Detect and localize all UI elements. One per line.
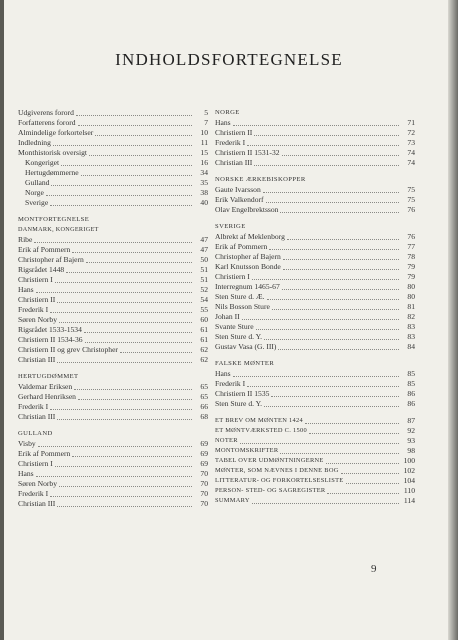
dot-leader [86, 262, 192, 263]
toc-entry [215, 426, 415, 436]
toc-entry-page: 76 [407, 232, 415, 241]
toc-entry-page: 16 [200, 158, 208, 167]
toc-entry-label: Norge [25, 188, 44, 197]
toc-entry [18, 335, 208, 345]
toc-entry-label: Sten Sture d. Æ. [215, 292, 265, 301]
toc-entry-label: Gustav Vasa (G. III) [215, 342, 277, 351]
toc-entry [18, 285, 208, 295]
toc-entry-label: Sten Sture d. Y. [215, 399, 263, 408]
dot-leader [341, 473, 399, 474]
toc-entry-page: 85 [407, 379, 415, 388]
toc-entry-page: 82 [407, 312, 415, 321]
toc-entry-page: 104 [403, 476, 415, 485]
toc-entry [18, 118, 208, 128]
dot-leader [309, 433, 399, 434]
dot-leader [72, 456, 192, 457]
toc-entry-page: 70 [200, 479, 208, 488]
toc-entry [215, 342, 415, 352]
toc-entry-label: Christiern II 1531-32 [215, 148, 280, 157]
toc-entry-label: Christian III [215, 158, 253, 167]
dot-leader [271, 396, 399, 397]
toc-entry [215, 282, 415, 292]
toc-entry-label: Forfatterens forord [18, 118, 76, 127]
dot-leader [57, 419, 192, 420]
toc-entry-page: 7 [204, 118, 208, 127]
dot-leader [252, 503, 399, 504]
toc-entry-label: Hans [18, 469, 34, 478]
toc-entry [18, 295, 208, 305]
toc-entry-label: Erik af Pommern [215, 242, 268, 251]
page-number: 9 [371, 563, 377, 575]
dot-leader [269, 249, 399, 250]
page-title: INDHOLDSFORTEGNELSE [115, 50, 343, 69]
toc-entry [18, 305, 208, 315]
dot-leader [272, 309, 399, 310]
toc-entry-label: Olav Engelbrektsson [215, 205, 279, 214]
dot-leader [61, 165, 192, 166]
toc-entry-page: 79 [407, 262, 415, 271]
toc-entry-page: 83 [407, 332, 415, 341]
toc-entry [18, 255, 208, 265]
toc-entry-page: 85 [407, 369, 415, 378]
toc-entry [215, 185, 415, 195]
toc-entry-label: Indledning [18, 138, 51, 147]
toc-entry-label: TABEL OVER UDMØNTNINGERNE [215, 457, 324, 464]
toc-entry-page: 68 [200, 412, 208, 421]
toc-entry [215, 436, 415, 446]
toc-entry [215, 399, 415, 409]
front-matter-list [18, 108, 208, 208]
toc-entry-label: ET BREV OM MØNTEN 1424 [215, 417, 304, 424]
toc-entry [215, 322, 415, 332]
toc-entry-page: 83 [407, 322, 415, 331]
toc-entry-label: Erik af Pommern [18, 245, 71, 254]
dot-leader [305, 423, 399, 424]
toc-entry-page: 75 [407, 185, 415, 194]
toc-entry [215, 195, 415, 205]
dot-leader [252, 279, 399, 280]
toc-entry [18, 168, 208, 178]
toc-entry [18, 148, 208, 158]
toc-entry [18, 382, 208, 392]
toc-entry-page: 47 [200, 235, 208, 244]
toc-entry-page: 80 [407, 282, 415, 291]
dot-leader [53, 145, 192, 146]
toc-entry-label: Christian III [18, 499, 56, 508]
toc-entry-page: 74 [407, 158, 415, 167]
toc-entry-label: Hans [215, 369, 231, 378]
toc-entry-page: 87 [407, 416, 415, 425]
dot-leader [264, 339, 399, 340]
toc-entry-label: LITTERATUR- OG FORKORTELSESLISTE [215, 477, 344, 484]
toc-entry-label: Nils Bosson Sture [215, 302, 270, 311]
toc-entry [18, 108, 208, 118]
toc-entry-page: 52 [200, 285, 208, 294]
toc-entry-page: 86 [407, 389, 415, 398]
toc-entry-page: 10 [200, 128, 208, 137]
toc-entry-page: 62 [200, 355, 208, 364]
toc-entry [215, 312, 415, 322]
toc-entry [215, 416, 415, 426]
toc-entry [215, 369, 415, 379]
dot-leader [89, 155, 192, 156]
toc-entry-page: 66 [200, 402, 208, 411]
toc-entry-page: 75 [407, 195, 415, 204]
toc-entry [215, 292, 415, 302]
dot-leader [280, 453, 399, 454]
toc-entry-page: 40 [200, 198, 208, 207]
dot-leader [59, 486, 192, 487]
page-edge-right [448, 0, 458, 640]
dot-leader [85, 342, 192, 343]
dot-leader [38, 446, 192, 447]
toc-entry-page: 34 [200, 168, 208, 177]
toc-entry-page: 65 [200, 392, 208, 401]
dot-leader [57, 362, 192, 363]
toc-entry-label: Christiern I [18, 459, 53, 468]
dot-leader [346, 483, 399, 484]
toc-entry-page: 78 [407, 252, 415, 261]
toc-entry [18, 355, 208, 365]
toc-entry-label: ET MØNTVÆRKSTED C. 1500 [215, 427, 307, 434]
toc-entry [215, 302, 415, 312]
dot-leader [283, 269, 399, 270]
toc-entry-label: Frederik I [18, 402, 49, 411]
toc-entry [18, 412, 208, 422]
dot-leader [57, 506, 192, 507]
toc-entry-page: 80 [407, 292, 415, 301]
toc-entry-label: Albrekt af Meklenborg [215, 232, 285, 241]
toc-entry [18, 439, 208, 449]
toc-entry-label: Hans [215, 118, 231, 127]
toc-entry-label: Christopher af Bajern [215, 252, 281, 261]
toc-entry [215, 242, 415, 252]
toc-entry-label: Christiern I [18, 275, 53, 284]
toc-entry-label: Christopher af Bajern [18, 255, 84, 264]
dot-leader [50, 496, 192, 497]
toc-group-sverige [215, 222, 415, 352]
section-heading-montfortegnelse: MONTFORTEGNELSE [18, 216, 90, 223]
toc-entry [18, 469, 208, 479]
dot-leader [283, 259, 399, 260]
toc-entry-label: MØNTER, SOM NÆVNES I DENNE BOG [215, 467, 339, 474]
toc-entry-page: 72 [407, 128, 415, 137]
toc-entry-label: Christian III [18, 355, 56, 364]
toc-left-column [18, 108, 208, 516]
toc-entry [215, 456, 415, 466]
dot-leader [282, 289, 399, 290]
toc-entry-page: 110 [403, 486, 415, 495]
toc-right-column [215, 108, 415, 513]
toc-entry-page: 77 [407, 242, 415, 251]
toc-entry-label: Christiern II 1535 [215, 389, 270, 398]
toc-entry [18, 325, 208, 335]
dot-leader [72, 252, 192, 253]
toc-entry [215, 496, 415, 506]
toc-entry-page: 98 [407, 446, 415, 455]
toc-entry-page: 62 [200, 345, 208, 354]
toc-entry-page: 102 [403, 466, 415, 475]
toc-entry-page: 50 [200, 255, 208, 264]
toc-entry-label: Hans [18, 285, 34, 294]
toc-entry-label: Hertugdømmerne [25, 168, 79, 177]
dot-leader [326, 463, 399, 464]
dot-leader [242, 319, 399, 320]
toc-entry-page: 15 [200, 148, 208, 157]
toc-entry-label: Frederik I [18, 305, 49, 314]
toc-group-hertugdommet [18, 372, 208, 422]
dot-leader [256, 329, 399, 330]
toc-entry [18, 315, 208, 325]
toc-entry [215, 476, 415, 486]
toc-entry-page: 93 [407, 436, 415, 445]
dot-leader [266, 202, 399, 203]
toc-entry [18, 275, 208, 285]
dot-leader [50, 205, 192, 206]
toc-entry-page: 84 [407, 342, 415, 351]
dot-leader [278, 349, 399, 350]
toc-group-falske-monter [215, 359, 415, 409]
dot-leader [50, 312, 192, 313]
dot-leader [57, 302, 192, 303]
toc-entry [215, 389, 415, 399]
dot-leader [240, 443, 399, 444]
toc-entry [18, 265, 208, 275]
toc-entry-page: 70 [200, 469, 208, 478]
toc-entry-page: 11 [200, 138, 208, 147]
toc-entry-page: 60 [200, 315, 208, 324]
toc-entry [215, 205, 415, 215]
dot-leader [34, 242, 192, 243]
page-edge-left [0, 0, 4, 640]
dot-leader [36, 292, 192, 293]
dot-leader [233, 376, 399, 377]
toc-group-heading: DANMARK, KONGERIGET [18, 226, 99, 233]
toc-entry [18, 138, 208, 148]
toc-entry-label: Gerhard Henriksen [18, 392, 76, 401]
dot-leader [55, 282, 192, 283]
toc-entry-page: 114 [403, 496, 415, 505]
toc-entry-label: Christiern II 1534-36 [18, 335, 83, 344]
toc-entry-label: Gulland [25, 178, 50, 187]
toc-group-heading: FALSKE MØNTER [215, 360, 275, 367]
toc-entry-label: Visby [18, 439, 36, 448]
toc-entry-label: Sverige [25, 198, 49, 207]
toc-group-aerkebiskopper [215, 175, 415, 215]
toc-entry [18, 245, 208, 255]
toc-group-danmark [18, 225, 208, 365]
toc-entry-page: 47 [200, 245, 208, 254]
back-matter-list [215, 416, 415, 506]
toc-entry [215, 148, 415, 158]
toc-entry-label: PERSON- STED- OG SAGREGISTER [215, 487, 326, 494]
dot-leader [280, 212, 399, 213]
dot-leader [247, 145, 399, 146]
toc-entry [215, 252, 415, 262]
toc-entry-label: Rigsrådet 1448 [18, 265, 65, 274]
dot-leader [247, 386, 399, 387]
toc-entry-page: 61 [200, 335, 208, 344]
toc-entry [215, 332, 415, 342]
toc-entry-page: 79 [407, 272, 415, 281]
toc-entry-label: Interregnum 1465-67 [215, 282, 280, 291]
toc-entry-page: 70 [200, 489, 208, 498]
toc-entry-page: 5 [204, 108, 208, 117]
toc-entry [215, 158, 415, 168]
toc-entry [215, 272, 415, 282]
toc-entry [18, 158, 208, 168]
toc-entry-page: 35 [200, 178, 208, 187]
toc-entry-label: Rigsrådet 1533-1534 [18, 325, 82, 334]
toc-entry-label: Gaute Ivarsson [215, 185, 261, 194]
toc-entry-page: 73 [407, 138, 415, 147]
toc-entry-label: Valdemar Eriksen [18, 382, 73, 391]
toc-entry-label: Christiern II og grev Christopher [18, 345, 118, 354]
toc-entry [18, 235, 208, 245]
toc-entry [215, 379, 415, 389]
toc-entry-label: Monthistorisk oversigt [18, 148, 87, 157]
dot-leader [95, 135, 192, 136]
toc-entry [215, 138, 415, 148]
toc-entry-page: 69 [200, 439, 208, 448]
toc-entry-label: Frederik I [18, 489, 49, 498]
toc-group-gulland [18, 429, 208, 509]
dot-leader [76, 115, 192, 116]
toc-group-norge [215, 108, 415, 168]
toc-entry [18, 459, 208, 469]
dot-leader [51, 185, 192, 186]
dot-leader [46, 195, 192, 196]
toc-entry-label: Frederik I [215, 138, 246, 147]
toc-entry [18, 499, 208, 509]
toc-entry-label: Kongeriget [25, 158, 60, 167]
toc-entry-label: Almindelige forkortelser [18, 128, 94, 137]
toc-entry-page: 81 [407, 302, 415, 311]
toc-group-heading: HERTUGDØMMET [18, 373, 79, 380]
toc-entry-page: 61 [200, 325, 208, 334]
toc-entry-page: 54 [200, 295, 208, 304]
dot-leader [78, 125, 192, 126]
toc-entry [18, 479, 208, 489]
toc-entry [215, 466, 415, 476]
toc-entry-page: 70 [200, 499, 208, 508]
toc-entry [215, 118, 415, 128]
dot-leader [254, 135, 399, 136]
dot-leader [282, 155, 399, 156]
toc-entry-page: 38 [200, 188, 208, 197]
dot-leader [81, 175, 192, 176]
toc-entry-label: Søren Norby [18, 479, 58, 488]
dot-leader [267, 299, 399, 300]
toc-group-heading: NORSKE ÆRKEBISKOPPER [215, 176, 306, 183]
toc-entry-label: Svante Sture [215, 322, 254, 331]
dot-leader [254, 165, 399, 166]
toc-group-heading: GULLAND [18, 430, 53, 437]
toc-entry-label: Christiern II [215, 128, 253, 137]
toc-entry [215, 128, 415, 138]
toc-entry-label: Johan II [215, 312, 240, 321]
toc-entry-page: 71 [407, 118, 415, 127]
dot-leader [50, 409, 192, 410]
toc-entry-label: Erik af Pommern [18, 449, 71, 458]
dot-leader [78, 399, 192, 400]
toc-entry [18, 392, 208, 402]
toc-entry-label: Udgiverens forord [18, 108, 74, 117]
toc-entry-label: Erik Valkendorf [215, 195, 264, 204]
toc-entry-page: 69 [200, 449, 208, 458]
toc-entry-page: 69 [200, 459, 208, 468]
toc-entry-label: Frederik I [215, 379, 246, 388]
toc-entry-page: 51 [200, 275, 208, 284]
toc-entry-page: 51 [200, 265, 208, 274]
toc-entry [18, 128, 208, 138]
toc-entry-label: Ribe [18, 235, 33, 244]
toc-entry-label: Sten Sture d. Y. [215, 332, 263, 341]
toc-entry-page: 55 [200, 305, 208, 314]
toc-entry [18, 178, 208, 188]
toc-entry-label: MONTOMSKRIFTER [215, 447, 279, 454]
toc-entry-label: Christian III [18, 412, 56, 421]
toc-entry-label: Christiern II [18, 295, 56, 304]
dot-leader [74, 389, 192, 390]
toc-entry [215, 262, 415, 272]
toc-entry-page: 76 [407, 205, 415, 214]
toc-group-heading: NORGE [215, 109, 240, 116]
toc-entry-page: 74 [407, 148, 415, 157]
toc-entry-page: 65 [200, 382, 208, 391]
toc-entry-label: Søren Norby [18, 315, 58, 324]
dot-leader [264, 406, 399, 407]
toc-entry [215, 232, 415, 242]
dot-leader [287, 239, 399, 240]
dot-leader [84, 332, 192, 333]
toc-entry [18, 402, 208, 412]
toc-entry-label: SUMMARY [215, 497, 250, 504]
toc-entry [18, 345, 208, 355]
toc-entry [18, 198, 208, 208]
dot-leader [263, 192, 399, 193]
dot-leader [233, 125, 399, 126]
toc-entry [18, 449, 208, 459]
dot-leader [66, 272, 192, 273]
toc-entry [215, 486, 415, 496]
toc-entry-label: NOTER [215, 437, 238, 444]
toc-entry-page: 86 [407, 399, 415, 408]
toc-entry-label: Christiern I [215, 272, 250, 281]
toc-entry [18, 188, 208, 198]
dot-leader [327, 493, 399, 494]
toc-entry-page: 92 [407, 426, 415, 435]
toc-group-heading: SVERIGE [215, 223, 246, 230]
dot-leader [55, 466, 192, 467]
dot-leader [36, 476, 192, 477]
toc-entry [18, 489, 208, 499]
toc-entry-page: 100 [403, 456, 415, 465]
toc-entry-label: Karl Knutsson Bonde [215, 262, 281, 271]
toc-entry [215, 446, 415, 456]
dot-leader [120, 352, 192, 353]
dot-leader [59, 322, 192, 323]
